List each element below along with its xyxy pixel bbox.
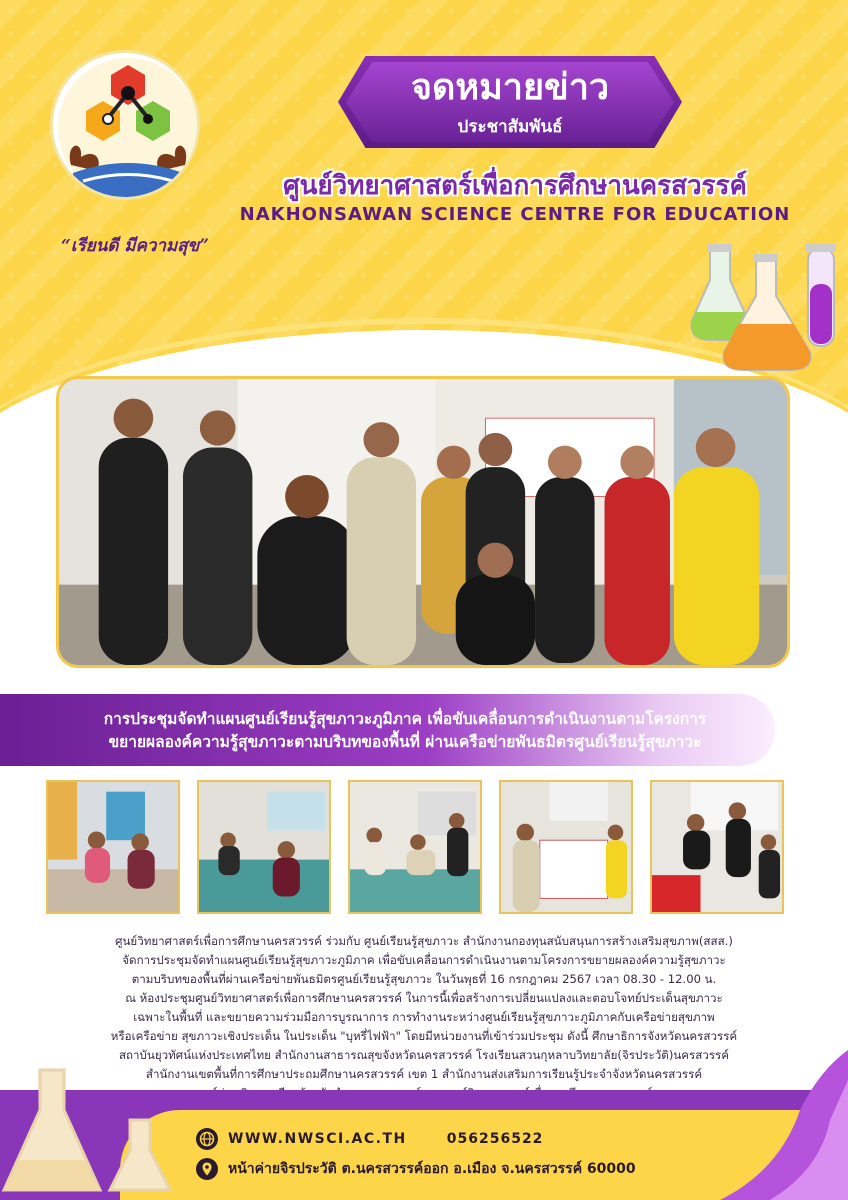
address: หน้าค่ายจิรประวัติ ต.นครสวรรค์ออก อ.เมือง จ.นครสวรรค์ 60000 <box>228 1161 636 1177</box>
science-centre-logo <box>50 50 200 200</box>
body-line: สถาบันยุวทัศน์แห่งประเทศไทย สำนักงานสาธารณสุขจังหวัดนครสวรรค์ โรงเรียนสวนกุหลาบวิทยาลัย(จิรประวัติ)นครสวรรค์ <box>118 1048 730 1062</box>
body-line: เฉพาะในพื้นที่ และขยายความร่วมมือการบูรณาการ การทำงานระหว่างศูนย์เรียนรู้สุขภาวะภูมิภาคกับเครือข่ายสุขภาพ <box>133 1010 715 1024</box>
body-line: ศูนย์วิทยาศาสตร์เพื่อการศึกษานครสวรรค์ ร่วมกับ ศูนย์เรียนรู้สุขภาวะ สำนักงานกองทุนสนับสนุนการสร้างเสริมสุขภาพ(สสส.) <box>115 934 733 948</box>
website-row <box>196 1128 543 1150</box>
gallery-photo <box>197 780 331 914</box>
body-line: หรือเครือข่าย สุขภาวะเชิงประเด็น ในประเด็น "บุหรี่ไฟฟ้า" โดยมีหน่วยงานที่เข้าร่วมประชุม ดังนี้ ศึกษาธิการจังหวัดนครสวรรค์ <box>110 1029 738 1043</box>
slogan: “เรียนดี มีความสุข” <box>61 236 209 256</box>
gallery-photo <box>46 780 180 914</box>
headline-line-1: การประชุมจัดทำแผนศูนย์เรียนรู้สุขภาวะภูมิภาค เพื่อขับเคลื่อนการดำเนินงานตามโครงการ <box>103 710 707 728</box>
headline-line-2: ขยายผลองค์ความรู้สุขภาวะตามบริบทของพื้นที่ ผ่านเครือข่ายพันธมิตรศูนย์เรียนรู้สุขภาวะ <box>108 733 702 751</box>
main-group-photo <box>56 376 790 668</box>
gallery-photo <box>348 780 482 914</box>
address-row <box>196 1158 636 1180</box>
science-flasks-icon <box>690 240 848 380</box>
headline <box>40 708 770 754</box>
body-line: ณ ห้องประชุมศูนย์วิทยาศาสตร์เพื่อการศึกษานครสวรรค์ ในการนี้เพื่อสร้างการเปลี่ยนแปลงและตอบโจทย์ประเด็นสุขภาวะ <box>125 991 723 1005</box>
gallery-photo <box>499 780 633 914</box>
logo-emblem-icon <box>53 53 200 200</box>
body-line: จัดการประชุมจัดทำแผนศูนย์เรียนรู้สุขภาวะภูมิภาค เพื่อขับเคลื่อนการดำเนินงานตามโครงการขยายผลองค์ความรู้สุขภาวะ <box>122 953 726 967</box>
centre-name-thai: ศูนย์วิทยาศาสตร์เพื่อการศึกษานครสวรรค์ <box>283 171 747 201</box>
gallery-photo <box>650 780 784 914</box>
website-link[interactable]: WWW.NWSCI.AC.TH <box>228 1131 407 1147</box>
body-line: ตามบริบทของพื้นที่ผ่านเครือข่ายพันธมิตรศูนย์เรียนรู้สุขภาวะ ในวันพุธที่ 16 กรกฎาคม 2567 เวลา 08.30 - 12.00 น. <box>131 972 717 986</box>
newsletter-subtitle: ประชาสัมพันธ์ <box>457 117 563 137</box>
body-line: สำนักงานเขตพื้นที่การศึกษาประถมศึกษานครสวรรค์ เขต 1 สำนักงานส่งเสริมการเรียนรู้ประจำจังหวัดนครสวรรค์ <box>145 1067 703 1081</box>
centre-name-english: NAKHONSAWAN SCIENCE CENTRE FOR EDUCATION <box>239 204 791 225</box>
newsletter-title: จดหมายข่าว <box>410 67 610 108</box>
location-pin-icon <box>196 1158 218 1180</box>
footer-wave-decoration <box>660 1050 848 1200</box>
flask-decoration-icon <box>0 1060 200 1200</box>
phone-number[interactable]: 056256522 <box>446 1131 544 1147</box>
globe-icon <box>196 1128 218 1150</box>
photo-gallery <box>46 780 786 916</box>
